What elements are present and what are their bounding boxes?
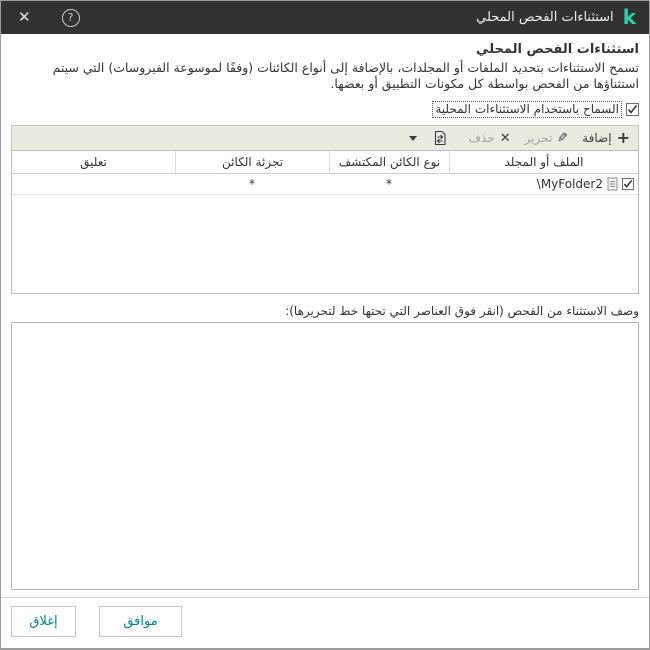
window-title: استثناءات الفحص المحلي (476, 10, 614, 25)
type-cell: * (386, 177, 392, 191)
file-cell (449, 174, 638, 194)
file-path: \MyFolder2 (536, 177, 603, 191)
checkmark-icon (627, 104, 638, 115)
comment-cell (12, 174, 175, 194)
delete-button-label: حذف (468, 131, 495, 145)
exclusions-table (11, 150, 639, 294)
column-header-comment[interactable]: تعليق (80, 155, 107, 169)
column-header-file[interactable]: الملف أو المجلد (449, 151, 638, 173)
column-header-hash[interactable]: تجزئة الكائن (175, 151, 329, 173)
file-icon (607, 177, 618, 191)
import-export-button[interactable] (433, 130, 447, 146)
table-header-row (12, 151, 638, 174)
column-header-type[interactable]: نوع الكائن المكتشف (329, 151, 449, 173)
page-description: تسمح الاستثناءات بتحديد الملفات أو المجلدات، بالإضافة إلى أنواع الكائنات (وفقًا لموسوعة الفيروسات) التي سيتم استثناؤها من الفحص بواسطة كل مكونات التطبيق أو بعضها. (52, 60, 639, 91)
plus-icon: + (616, 127, 630, 147)
chevron-down-icon[interactable] (409, 136, 417, 141)
edit-button-label: تحرير (524, 131, 553, 145)
delete-x-icon: ✕ (499, 130, 511, 146)
add-button-label: إضافة (582, 131, 612, 145)
close-button[interactable]: إغلاق (11, 606, 76, 637)
exclusion-description-label: وصف الاستثناء من الفحص (انقر فوق العناصر التي تحتها خط لتحريرها): (285, 304, 639, 318)
kaspersky-logo-icon: k (622, 4, 636, 29)
add-button[interactable] (582, 127, 630, 147)
dialog-footer (1, 597, 649, 648)
row-checkbox[interactable] (622, 178, 634, 190)
exclusions-toolbar (11, 125, 639, 150)
page-title: استثناءات الفحص المحلي (476, 42, 639, 57)
close-icon[interactable]: ✕ (18, 8, 31, 26)
allow-exclusions-checkbox[interactable] (626, 103, 639, 116)
hash-cell: * (249, 177, 255, 191)
checkmark-icon (623, 179, 633, 189)
edit-button[interactable] (525, 132, 569, 145)
import-export-icon (433, 130, 447, 146)
allow-exclusions-label[interactable]: السماح باستخدام الاستثناءات المحلية (432, 101, 622, 118)
delete-button[interactable] (469, 132, 511, 145)
dialog-body (1, 34, 649, 590)
ok-button[interactable]: موافق (99, 606, 182, 637)
titlebar (1, 1, 649, 34)
pencil-icon: ✎ (557, 130, 569, 146)
allow-exclusions-row (11, 101, 639, 118)
help-icon[interactable]: ? (62, 9, 80, 27)
exclusion-description-area[interactable] (11, 322, 639, 590)
table-row[interactable] (12, 174, 638, 195)
